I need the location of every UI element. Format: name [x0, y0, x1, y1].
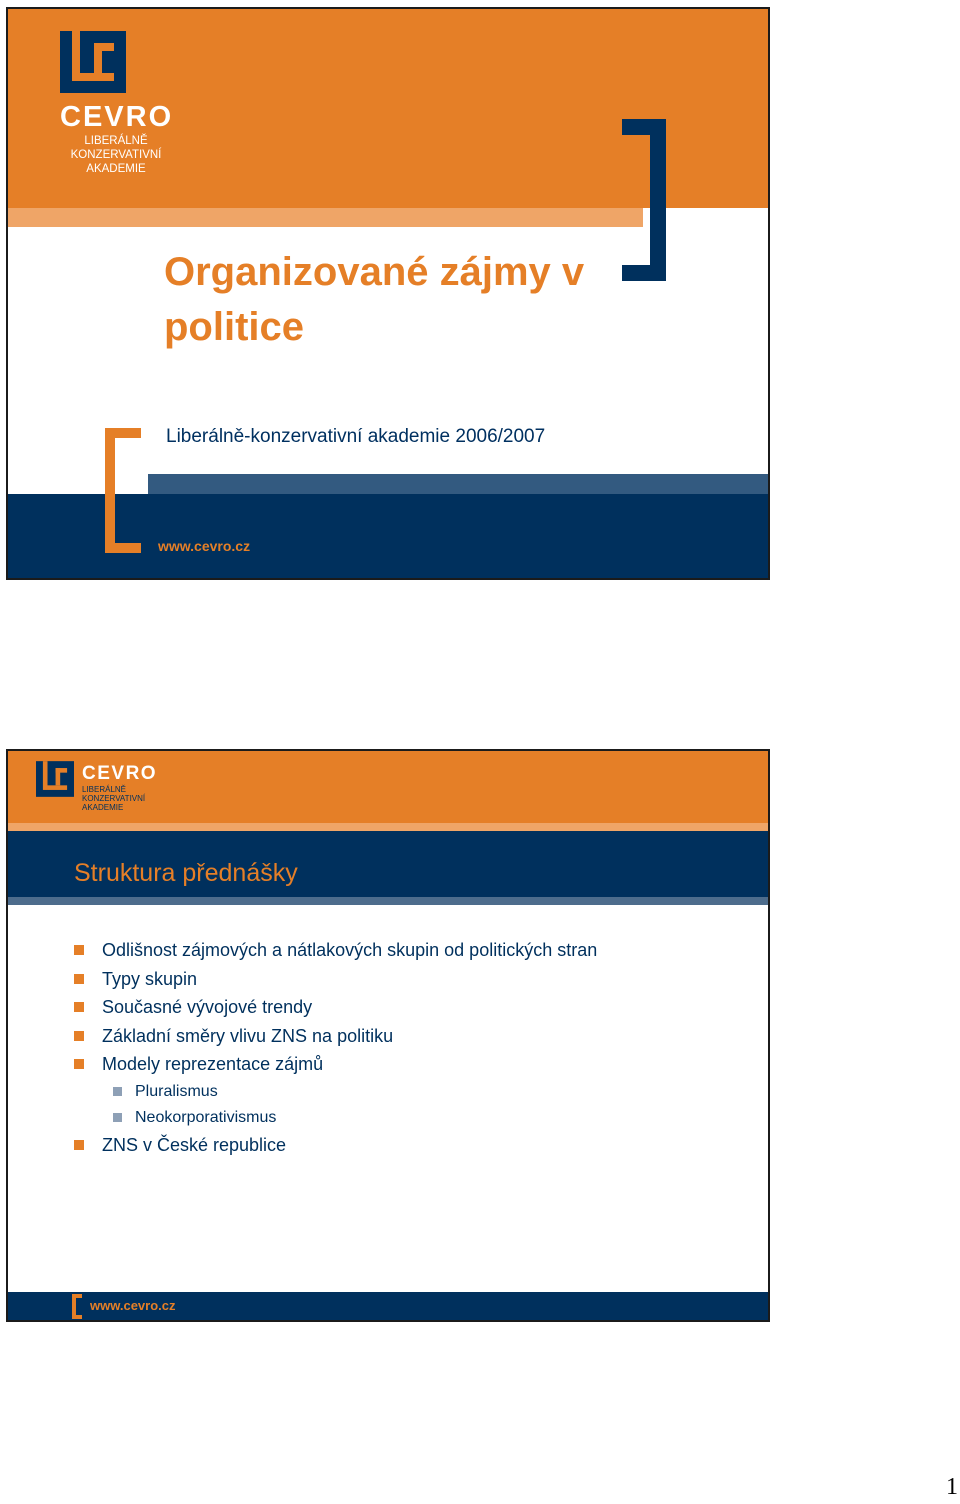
presentation-subtitle: Liberálně-konzervativní akademie 2006/2007: [166, 426, 546, 447]
navy-footer-band: [8, 1292, 768, 1320]
logo-subtitle: LIBERÁLNĚ KONZERVATIVNÍ AKADEMIE: [82, 785, 146, 812]
list-item: ZNS v České republice: [72, 1131, 597, 1160]
presentation-title: Organizované zájmy v politice: [164, 250, 585, 349]
peach-stripe: [8, 208, 643, 227]
square-bullet-icon: [74, 1140, 84, 1150]
list-item: Odlišnost zájmových a nátlakových skupin od politických stran: [72, 936, 597, 965]
square-bullet-icon: [113, 1087, 122, 1096]
square-bullet-icon: [74, 974, 84, 984]
title-slide: [6, 7, 770, 580]
square-bullet-icon: [74, 945, 84, 955]
outline-slide: [6, 749, 770, 1322]
website-link[interactable]: www.cevro.cz: [158, 538, 251, 554]
sub-list-item: Pluralismus: [72, 1079, 597, 1105]
cevro-logo: [36, 761, 157, 812]
list-item: Modely reprezentace zájmů: [72, 1050, 597, 1079]
square-bullet-icon: [74, 1031, 84, 1041]
logo-wordmark: CEVRO: [82, 763, 158, 784]
list-item: Typy skupin: [72, 965, 597, 994]
outline-list: [72, 936, 597, 1160]
left-bracket-decoration: [72, 1294, 82, 1319]
sub-list-item: Neokorporativismus: [72, 1105, 597, 1131]
slate-stripe: [148, 474, 768, 494]
slide-title: Struktura přednášky: [74, 859, 298, 887]
square-bullet-icon: [74, 1002, 84, 1012]
slate-stripe: [8, 897, 768, 905]
cevro-logo-icon: [36, 761, 74, 797]
website-link[interactable]: www.cevro.cz: [90, 1298, 176, 1313]
right-bracket-decoration: [622, 119, 666, 281]
cevro-logo-icon: [60, 31, 126, 93]
list-item: Základní směry vlivu ZNS na politiku: [72, 1022, 597, 1051]
page-number: 1: [946, 1474, 958, 1500]
logo-wordmark: CEVRO: [60, 101, 174, 133]
cevro-logo: [60, 31, 180, 176]
square-bullet-icon: [74, 1059, 84, 1069]
left-bracket-decoration: [105, 428, 141, 553]
list-item: Současné vývojové trendy: [72, 993, 597, 1022]
square-bullet-icon: [113, 1113, 122, 1122]
peach-stripe: [8, 823, 768, 831]
logo-subtitle: LIBERÁLNĚ KONZERVATIVNÍ AKADEMIE: [70, 135, 162, 175]
